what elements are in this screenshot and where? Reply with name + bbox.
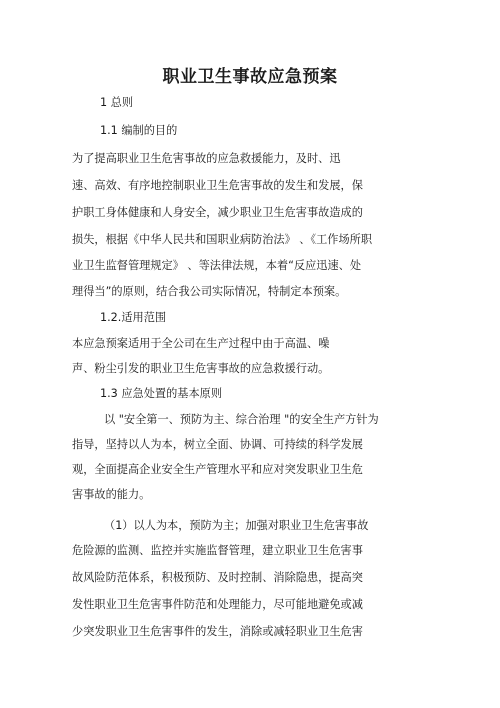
paragraph-line: 业卫生监督管理规定》 、等法律法规，本着“反应迅速、处 <box>72 259 362 272</box>
paragraph-line: 本应急预案适用于全公司在生产过程中由于高温、噪 <box>72 337 330 350</box>
paragraph-line: 少突发职业卫生危害事件的发生，消除或减轻职业卫生危害 <box>72 625 363 638</box>
paragraph-line: 发性职业卫生危害事件防范和处理能力，尽可能地避免或减 <box>72 598 363 611</box>
paragraph-line: 观，全面提高企业安全生产管理水平和应对突发职业卫生危 <box>72 463 363 476</box>
section-heading-principles: 1.3 应急处置的基本原则 <box>100 387 223 400</box>
paragraph-line: 理得当”的原则，结合我公司实际情况，特制定本预案。 <box>72 285 347 298</box>
paragraph-line: 故风险防范体系，积极预防、及时控制、消除隐患，提高突 <box>72 571 363 584</box>
paragraph-line: 为了提高职业卫生危害事故的应急救援能力，及时、迅 <box>72 152 341 165</box>
paragraph-line: 损失，根据《中华人民共和国职业病防治法》 、《工作场所职 <box>72 233 373 246</box>
paragraph-line: 以 "安全第一、预防为主、综合治理 "的安全生产方针为 <box>104 413 379 426</box>
paragraph-line: 害事故的能力。 <box>72 488 151 501</box>
paragraph-line: 护职工身体健康和人身安全，减少职业卫生危害事故造成的 <box>72 206 363 219</box>
document-title: 职业卫生事故应急预案 <box>162 67 338 87</box>
section-heading-scope: 1.2.适用范围 <box>100 311 167 324</box>
paragraph-line: （1）以人为本，预防为主；加强对职业卫生危害事故 <box>104 519 369 532</box>
section-heading-general: 1 总则 <box>100 96 134 109</box>
paragraph-line: 危险源的监测、监控并实施监督管理，建立职业卫生危害事 <box>72 544 363 557</box>
paragraph-line: 声、粉尘引发的职业卫生危害事故的应急救援行动。 <box>72 362 330 375</box>
section-heading-purpose: 1.1 编制的目的 <box>100 124 178 137</box>
paragraph-line: 指导，坚持以人为本，树立全面、协调、可持续的科学发展 <box>72 438 363 451</box>
paragraph-line: 速、高效、有序地控制职业卫生危害事故的发生和发展，保 <box>72 179 363 192</box>
